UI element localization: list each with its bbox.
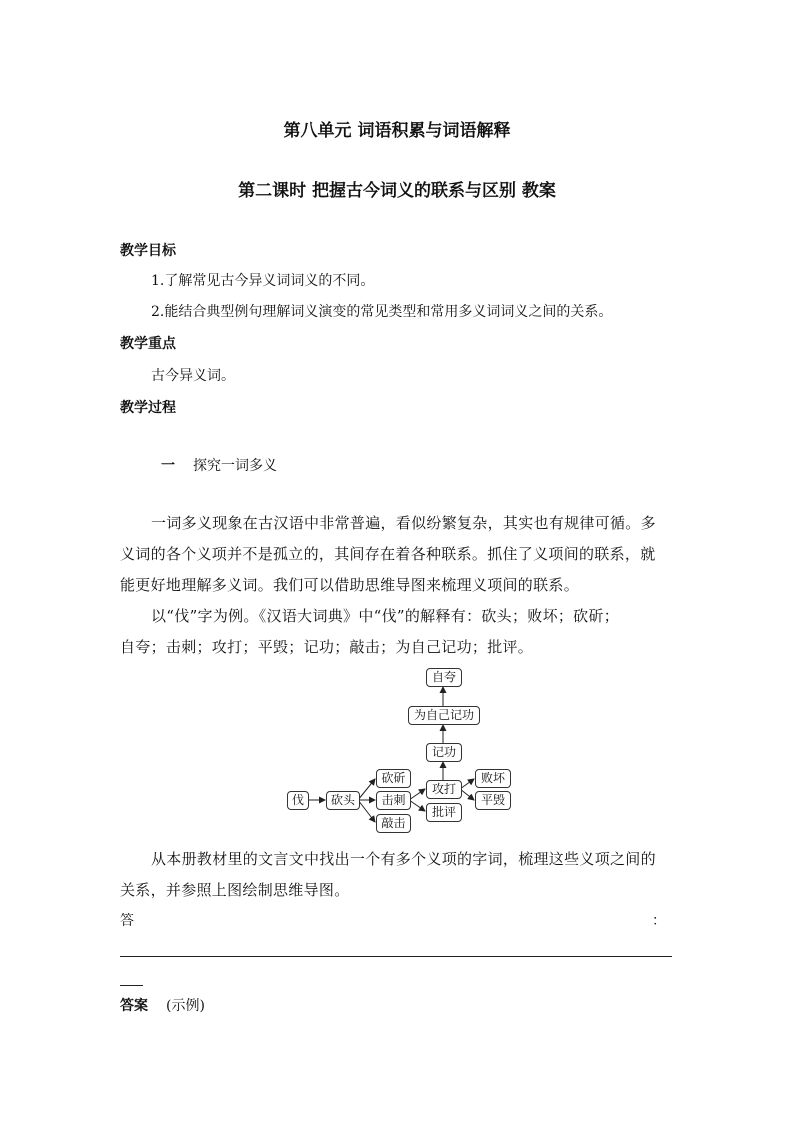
- mindmap-node-piping: 批评: [426, 803, 462, 822]
- answer-tag: 答案: [120, 998, 148, 1014]
- paragraph-line: 以“伐”字为例。《汉语大词典》中“伐”的解释有：砍头；败坏；砍斫；: [151, 607, 620, 625]
- answer-line-short: [120, 985, 143, 986]
- task-line: 关系，并参照上图绘制思维导图。: [120, 881, 350, 899]
- task-line: 从本册教材里的文言文中找出一个有多个义项的字词，梳理这些义项之间的: [151, 850, 656, 868]
- answer-example: (示例): [166, 998, 205, 1014]
- key-text: 古今异义词。: [151, 368, 235, 384]
- paragraph-line: 义词的各个义项并不是孤立的，其间存在着各种联系。抓住了义项间的联系，就: [120, 545, 656, 563]
- paragraph-line: 自夸；击刺；攻打；平毁；记功；敲击；为自己记功；批评。: [120, 638, 534, 656]
- answer-colon: ：: [652, 913, 666, 929]
- mindmap-node-gongda: 攻打: [426, 780, 462, 799]
- key-heading: 教学重点: [120, 336, 176, 352]
- mindmap-node-jigong: 记功: [426, 743, 462, 762]
- answer-line: [120, 956, 672, 957]
- process-heading: 教学过程: [120, 400, 176, 416]
- mindmap-node-weiziji: 为自己记功: [408, 706, 480, 725]
- goal-1: 1.了解常见古今异义词词义的不同。: [151, 273, 375, 289]
- goals-heading: 教学目标: [120, 243, 176, 259]
- part-one-number: 一: [161, 458, 175, 474]
- answer-label: 答: [120, 913, 134, 929]
- page-subtitle: 第二课时 把握古今词义的联系与区别 教案: [238, 181, 556, 201]
- mindmap-node-root: 伐: [287, 791, 309, 810]
- mindmap-node-baihuai: 败坏: [475, 769, 511, 788]
- paragraph-line: 一词多义现象在古汉语中非常普遍，看似纷繁复杂，其实也有规律可循。多: [151, 514, 656, 532]
- mindmap-node-qiaoji: 敲击: [376, 814, 411, 833]
- mindmap-node-kantou: 砍头: [326, 791, 360, 810]
- paragraph-line: 能更好地理解多义词。我们可以借助思维导图来梳理义项间的联系。: [120, 576, 580, 594]
- page-title: 第八单元 词语积累与词语解释: [283, 121, 511, 141]
- mindmap-node-zikua: 自夸: [426, 668, 462, 687]
- part-one-heading: 探究一词多义: [193, 458, 277, 474]
- mindmap-node-pinghui: 平毁: [475, 791, 511, 810]
- mindmap-node-jici: 击刺: [376, 791, 411, 810]
- mindmap-node-kanzhuo: 砍斫: [376, 769, 411, 788]
- goal-2: 2.能结合典型例句理解词义演变的常见类型和常用多义词词义之间的关系。: [151, 304, 613, 320]
